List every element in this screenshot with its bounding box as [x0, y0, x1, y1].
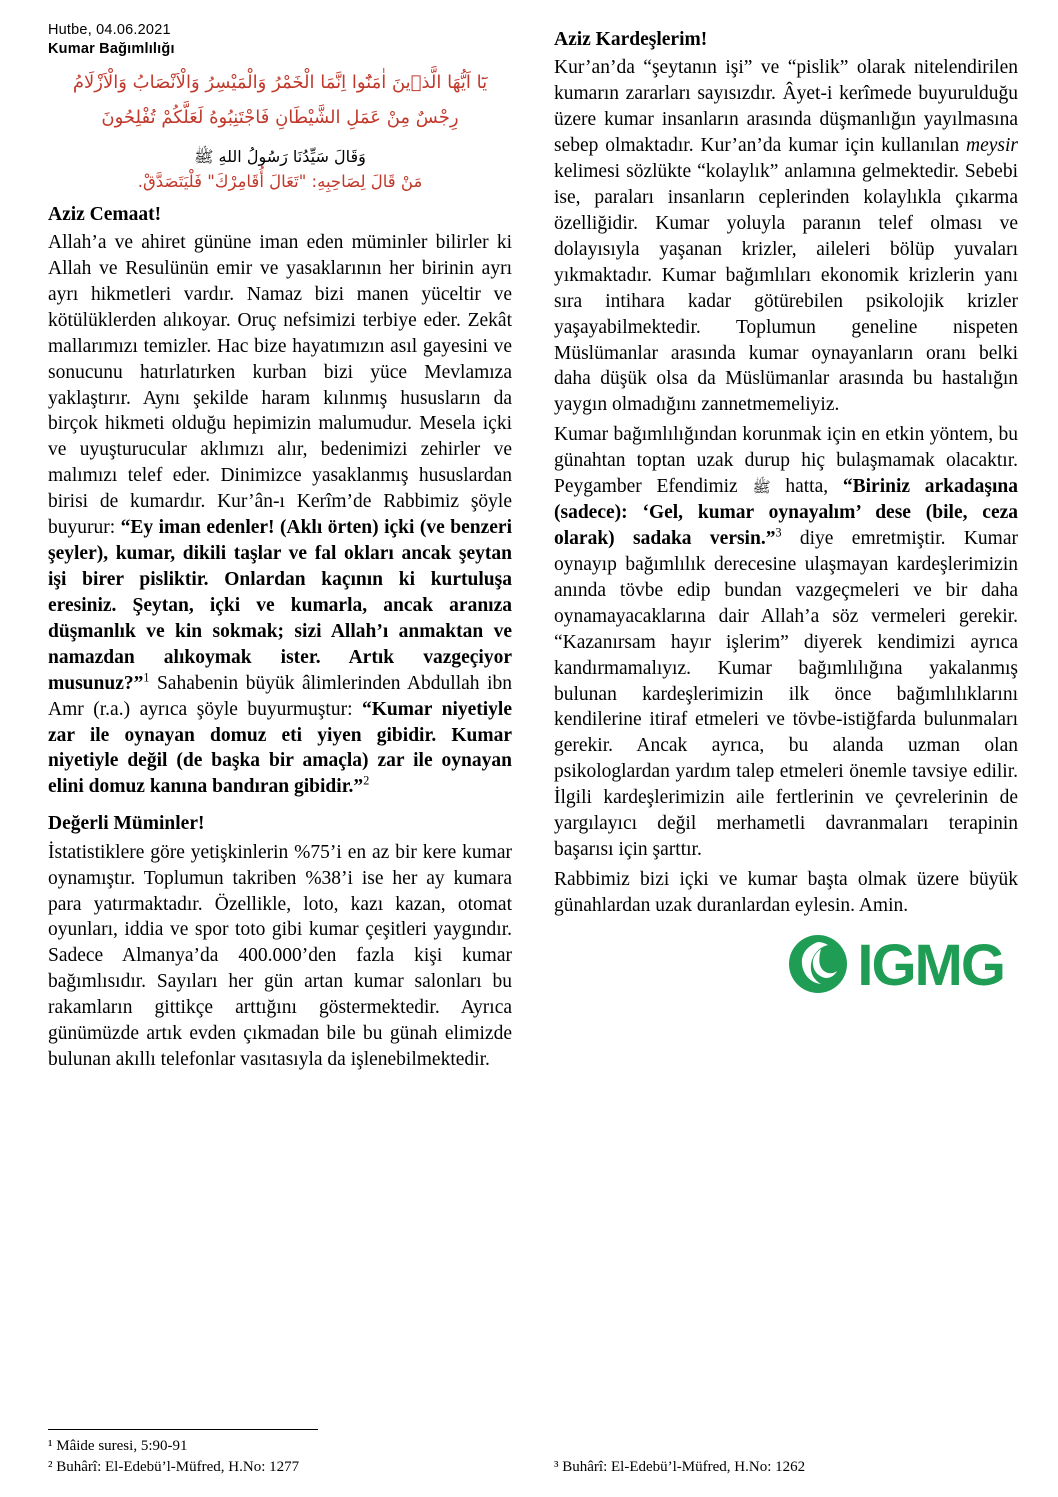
- heading-degerli-muminler: Değerli Müminler!: [48, 813, 205, 835]
- quran-verse-line-2: رِجْسٌ مِنْ عَمَلِ الشَّيْطَانِ فَاجْتَنِبُوهُ لَعَلَّكُمْ تُفْلِحُونَ: [101, 107, 459, 129]
- document-title: Kumar Bağımlılığı: [48, 41, 175, 57]
- hadith-quote-3: “Biriniz arkadaşına (sadece): ‘Gel, kumar oynayalım’ dese (bile, ceza olarak) sadaka versin.”: [554, 476, 1018, 549]
- paragraph-r2a-text: Kumar bağımlılığından korunmak için en etkin yöntem, bu günahtan toptan uzak durup hiç bulaşmamak olacaktır. Peygamber Efendimiz: [554, 424, 1018, 498]
- document-date: Hutbe, 04.06.2021: [48, 22, 171, 38]
- two-column-layout: [48, 22, 1018, 1479]
- paragraph-korunma: [554, 422, 1018, 863]
- left-footnotes: [48, 1429, 318, 1480]
- paragraph-kumar-zararlari: [554, 55, 1018, 418]
- igmg-logo: [787, 933, 1004, 1000]
- igmg-logo-text: IGMG: [857, 933, 1004, 999]
- quran-quote-1: “Ey iman edenler! (Aklı örten) içki (ve benzeri şeyler), kumar, dikili taşlar ve fal okları ancak şeytan işi birer pisliktir. Onlardan kaçının ki kurtuluşa eresiniz. Şeytan, içki ve kumarla, ancak aranıza düşmanlık ve kin sokmak; sizi Allah’ı anmaktan ve namazdan alıkoymak ister. Artık vazgeçiyor musunuz?”: [48, 517, 512, 694]
- paragraph-1a-text: Allah’a ve ahiret gününe iman eden müminler bilirler ki Allah ve Resulünün emir ve yasaklarının her birinin ayrı ayrı hikmetleri vardır. Namaz bizi manen yüceltir ve kötülüklerden alıkoyar. Oruç nefsimizi terbiye eder. Zekât mallarımızı temizler. Hac bize hayatımızın asıl gayesini ve sonucunu hatırlatırken kurban bizi yüce Mevlamıza yaklaştırır. Aynı şekilde haram kılınmış hususların da birçok hikmeti olduğu hepimizin malumudur. Mesela içki ve uyuşturucular aklımızı alır, bedenimizi zehirler ve malımızı telef eder. Dinimizce yasaklanmış hususlardan birisi de kumardır. Kur’ân-ı Kerîm’de Rabbimiz şöyle buyurur:: [48, 231, 512, 539]
- quran-verse-line-1: يَٓا اَيُّهَا الَّذ۪ينَ اٰمَنُٓوا اِنَّمَا الْخَمْرُ وَالْمَيْسِرُ وَالْاَنْصَابُ وَالْاَزْلَامُ: [72, 72, 488, 93]
- paragraph-dua: Rabbimiz bizi içki ve kumar başta olmak üzere büyük günahlardan uzak duranlardan eylesin. Amin.: [554, 868, 1018, 916]
- hadith-quote-2: “Kumar niyetiyle zar ile oynayan domuz eti yiyen gibidir. Kumar niyetiyle değil (de başka bir amaçla) zar ile oynayan elini domuz kanına bandıran gibidir.”: [48, 698, 512, 798]
- term-meysir: meysir: [966, 135, 1018, 157]
- paragraph-aziz-cemaat: [48, 230, 512, 800]
- heading-aziz-cemaat: Aziz Cemaat!: [48, 203, 162, 225]
- footnote-ref-1: 1: [143, 670, 150, 685]
- paragraph-r2b-text: hatta,: [770, 476, 843, 498]
- paragraph-1b-text: Sahabenin büyük âlimlerinden Abdullah ibn Amr (r.a.) ayrıca şöyle buyurmuştur:: [48, 672, 512, 720]
- igmg-mark-icon: [787, 933, 849, 1000]
- right-column: [554, 22, 1018, 1479]
- hadith-intro: وَقَالَ سَيِّدُنَا رَسُولُ اللهِ ﷺ: [194, 146, 366, 166]
- paragraph-statistics: İstatistiklere göre yetişkinlerin %75’i en az bir kere kumar oynamıştır. Toplumun takriben %38’i ise her ay kumara para yatırmaktadır. Özellikle, loto, kazı kazan, otomat oyunları, iddia ve spor toto gibi kumar çeşitleri yaygındır. Sadece Almanya’da 400.000’den fazla kişi kumar bağımlısıdır. Sayıları her gün artan kumar salonları bu rakamların gittikçe arttığını göstermektedir. Ayrıca günümüzde artık evden çıkmadan bile bu günah elimizde bulunan akıllı telefonlar vasıtasıyla da işlenebilmektedir.: [48, 841, 512, 1071]
- pbuh-symbol: ﷺ: [752, 478, 771, 497]
- logo-area: [554, 933, 1018, 1000]
- footnote-3: ³ Buhârî: El-Edebü’l-Müfred, H.No: 1262: [554, 1459, 806, 1476]
- footnote-2: ² Buhârî: El-Edebü’l-Müfred, H.No: 1277: [48, 1459, 300, 1476]
- footnote-ref-3: 3: [775, 525, 782, 540]
- right-column-spacer: [554, 1004, 1018, 1445]
- heading-aziz-kardeslerim: Aziz Kardeşlerim!: [554, 29, 708, 50]
- footnote-ref-2: 2: [363, 773, 370, 788]
- hadith-arabic-text: مَنْ قَالَ لِصَاحِبِهِ: "تَعَالَ أُقَامِرْكَ" فَلْيَتَصَدَّقْ.: [137, 171, 423, 191]
- quran-verse-block: [48, 66, 512, 137]
- paragraph-r2c-text: diye emretmiştir. Kumar oynayıp bağımlılık derecesine ulaşmayan kardeşlerimizin anında tövbe edip bundan vazgeçmeleri ve bir daha oynamayacaklarına dair Allah’a söz vermeleri gerekir. “Kazanırsam hayır işlerim” diyerek kendimizi ayrıca kandırmamalıyız. Kumar bağımlılığına yakalanmış bulunan kardeşlerimizin ilk önce bağımlılıklarını kendilerine itiraf etmeleri ve tövbe-istiğfarda bulunmaları gerekir. Ancak ayrıca, bu alanda uzman olan psikologlardan yardım talep etmeleri önemle tavsiye edilir. İlgili kardeşlerimizin aile fertlerinin ve çevrelerinin de yargılayıcı değil merhametli davranmaları terapinin başarısı için şarttır.: [554, 527, 1018, 861]
- paragraph-r1b-text: kelimesi sözlükte “kolaylık” anlamına gelmektedir. Sebebi ise, paraları insanların ceplerinden kolaylıkla çıkarma özelliğidir. Kumar yoluyla paranın telef olması ve dolayısıyla yaşanan krizler, aileleri bölüp yuvaları yıkmaktadır. Kumar bağımlıları ekonomik krizlerin yanı sıra intihara kadar götürebilen psikolojik krizler yaşayabilmektedir. Toplumun geneline nispeten Müslümanlar arasında kumar oynayanların oranı belki daha düşük olsa da Müslümanlar arasında bu hastalığın yaygın olmadığını zannetmemeliyiz.: [554, 161, 1018, 416]
- footnote-1: ¹ Mâide suresi, 5:90-91: [48, 1437, 188, 1454]
- left-column: [48, 22, 512, 1479]
- right-footnotes: [554, 1451, 1018, 1479]
- paragraph-r1a-text: Kur’an’da “şeytanın işi” ve “pislik” olarak nitelendirilen kumarın zararları sayısızdır. Âyet-i kerîmede buyurulduğu üzere kumar insanların arasında düşmanlığın yayılmasına sebep olmaktadır. Kur’an’da kumar için kullanılan: [554, 57, 1018, 157]
- left-column-spacer: [48, 1077, 512, 1423]
